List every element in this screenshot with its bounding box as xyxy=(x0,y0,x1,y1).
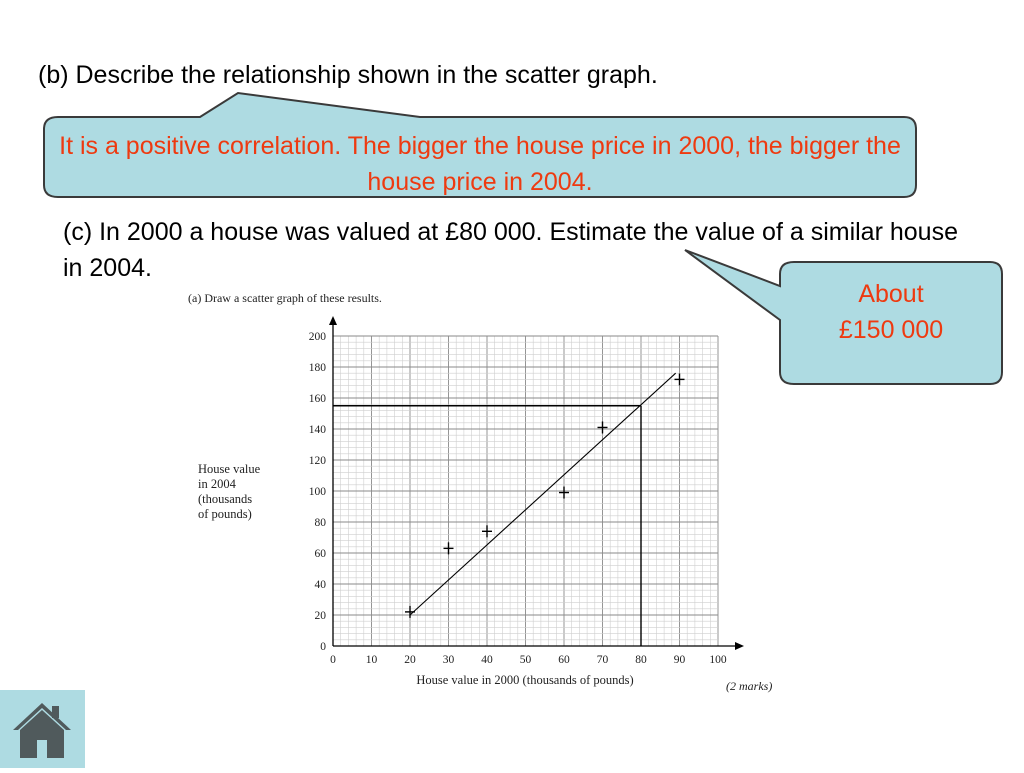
marks-label: (2 marks) xyxy=(726,679,773,693)
x-axis-arrow xyxy=(735,642,744,650)
x-tick-label: 0 xyxy=(330,654,336,666)
x-tick-label: 60 xyxy=(558,654,570,666)
x-axis-label: House value in 2000 (thousands of pounds) xyxy=(416,673,634,687)
answer-c-line2: £150 000 xyxy=(838,316,944,344)
y-tick-label: 60 xyxy=(314,548,326,560)
y-axis-label-line: House value xyxy=(198,462,261,476)
data-point xyxy=(559,487,569,499)
answer-c-text xyxy=(784,276,998,348)
y-axis-label-line: of pounds) xyxy=(198,507,252,521)
x-tick-label: 100 xyxy=(709,654,727,666)
x-tick-label: 20 xyxy=(404,654,416,666)
data-point xyxy=(675,373,685,385)
y-tick-label: 120 xyxy=(308,455,326,467)
data-point xyxy=(598,421,608,433)
y-axis-label-line: in 2004 xyxy=(198,477,236,491)
x-tick-label: 50 xyxy=(519,654,532,666)
y-axis-label-line: (thousands xyxy=(198,492,253,506)
answer-b-text: It is a positive correlation. The bigger the house price in 2000, the bigger the house price in 2004. xyxy=(59,132,901,196)
x-tick-label: 90 xyxy=(673,654,686,666)
x-tick-label: 30 xyxy=(442,654,455,666)
y-axis-arrow xyxy=(329,316,337,325)
answer-c-line1: About xyxy=(858,280,924,308)
data-point xyxy=(482,525,492,537)
y-tick-label: 20 xyxy=(314,610,326,622)
x-tick-label: 80 xyxy=(635,654,647,666)
y-tick-label: 180 xyxy=(308,362,326,374)
y-tick-label: 80 xyxy=(314,517,326,529)
home-button[interactable] xyxy=(0,690,85,768)
x-tick-label: 10 xyxy=(365,654,378,666)
line-of-best-fit xyxy=(410,373,676,615)
scatter-graph xyxy=(170,284,810,694)
chart-heading: (a) Draw a scatter graph of these results. xyxy=(188,291,382,305)
y-tick-label: 100 xyxy=(308,486,326,498)
x-tick-label: 40 xyxy=(481,654,493,666)
y-tick-label: 0 xyxy=(320,641,326,653)
data-point xyxy=(405,606,415,618)
x-tick-label: 70 xyxy=(596,654,609,666)
grid xyxy=(333,336,718,646)
y-tick-label: 160 xyxy=(308,393,326,405)
question-b: (b) Describe the relationship shown in the scatter graph. xyxy=(38,61,658,89)
house-icon xyxy=(0,690,85,768)
y-tick-label: 40 xyxy=(314,579,326,591)
y-tick-label: 140 xyxy=(308,424,326,436)
axes xyxy=(329,316,744,650)
y-axis-label xyxy=(198,462,261,521)
question-c: (c) In 2000 a house was valued at £80 000. Estimate the value of a similar house in 2004. xyxy=(63,218,958,282)
y-tick-label: 200 xyxy=(308,331,326,343)
